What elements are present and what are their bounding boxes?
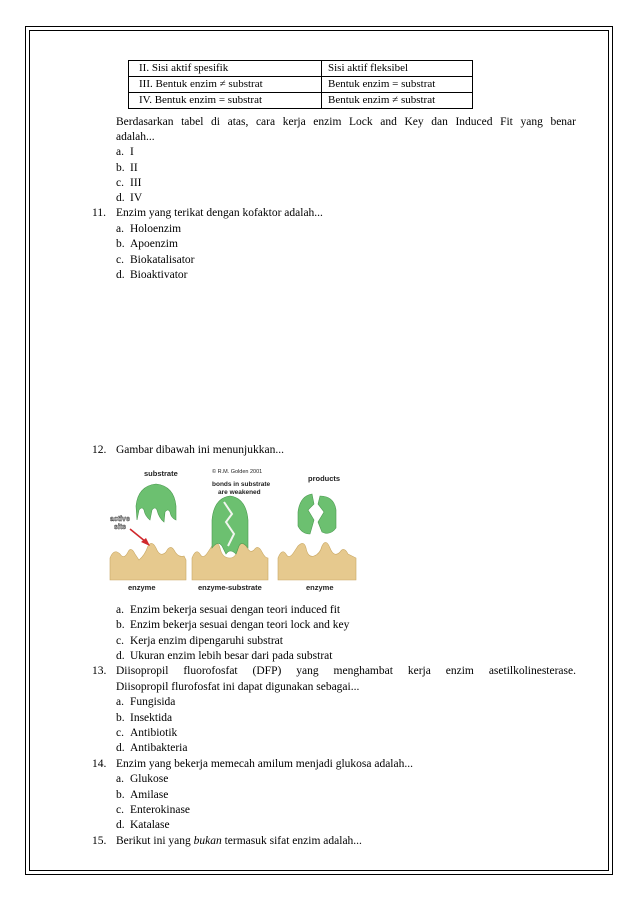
label-active-line1: active [110,516,130,523]
label-products: products [308,474,341,483]
q10-stem-line1: Berdasarkan tabel di atas, cara kerja enzim Lock and Key dan Induced Fit yang benar [116,116,576,128]
q12-option-a: a. Enzim bekerja sesuai dengan teori induced fit [116,604,341,616]
table-cell: IV. Bentuk enzim = substrat [129,93,322,109]
label-bonds-line1: bonds in substrate [212,481,271,488]
label-bonds-line2: are weakened [218,489,261,496]
q12-option-b: b. Enzim bekerja sesuai dengan teori lock and key [116,619,350,631]
q14-option-c: c. Enterokinase [116,804,191,816]
comparison-table [128,60,473,109]
q13-option-b: b. Insektida [116,712,173,724]
q10-option-a: a. I [116,146,134,158]
q10-option-b: b. II [116,162,138,174]
q13-option-d: d. Antibakteria [116,742,188,754]
q14-option-a: a. Glukose [116,773,169,785]
table-row [129,93,473,109]
q13-option-a: a. Fungisida [116,696,176,708]
label-enzyme-right: enzyme [306,583,334,592]
q11-stem: Enzim yang terikat dengan kofaktor adalah... [116,207,323,219]
q11-number: 11. [92,207,106,219]
q10-stem-line2: adalah... [116,131,155,143]
table-cell: III. Bentuk enzim ≠ substrat [129,77,322,93]
q12-option-d: d. Ukuran enzim lebih besar dari pada substrat [116,650,333,662]
q13-stem-line1: Diisopropil fluorofosfat (DFP) yang menghambat kerja enzim asetilkolinesterase. [116,665,576,677]
q14-stem: Enzim yang bekerja memecah amilum menjadi glukosa adalah... [116,758,413,770]
q11-option-a: a. Holoenzim [116,223,182,235]
label-copyright: © R.M. Golden 2001 [212,469,263,475]
table-cell: Bentuk enzim ≠ substrat [322,93,473,109]
table-cell: Sisi aktif fleksibel [322,61,473,77]
table-cell: Bentuk enzim = substrat [322,77,473,93]
label-substrate: substrate [144,469,178,478]
label-enzyme-left: enzyme [128,583,156,592]
q11-option-d: d. Bioaktivator [116,269,188,281]
q12-stem: Gambar dibawah ini menunjukkan... [116,444,284,456]
enzyme-substrate-figure [108,462,358,594]
q12-option-c: c. Kerja enzim dipengaruhi substrat [116,635,283,647]
table-row [129,77,473,93]
q15-stem: Berikut ini yang bukan termasuk sifat enzim adalah... [116,835,362,847]
q15-number: 15. [92,835,107,847]
q14-number: 14. [92,758,107,770]
q12-number: 12. [92,444,107,456]
q10-option-c: c. III [116,177,142,189]
q13-option-c: c. Antibiotik [116,727,178,739]
q10-option-d: d. IV [116,192,143,204]
table-cell: II. Sisi aktif spesifik [129,61,322,77]
q11-option-c: c. Biokatalisator [116,254,195,266]
label-enzyme-substrate: enzyme-substrate [198,583,262,592]
q13-stem-line2: Diisopropil flurofosfat ini dapat digunakan sebagai... [116,681,360,693]
q11-option-b: b. Apoenzim [116,238,178,250]
q14-option-d: d. Katalase [116,819,170,831]
q14-option-b: b. Amilase [116,789,169,801]
q13-number: 13. [92,665,107,677]
label-active-line2: site [114,524,127,531]
table-row [129,61,473,77]
